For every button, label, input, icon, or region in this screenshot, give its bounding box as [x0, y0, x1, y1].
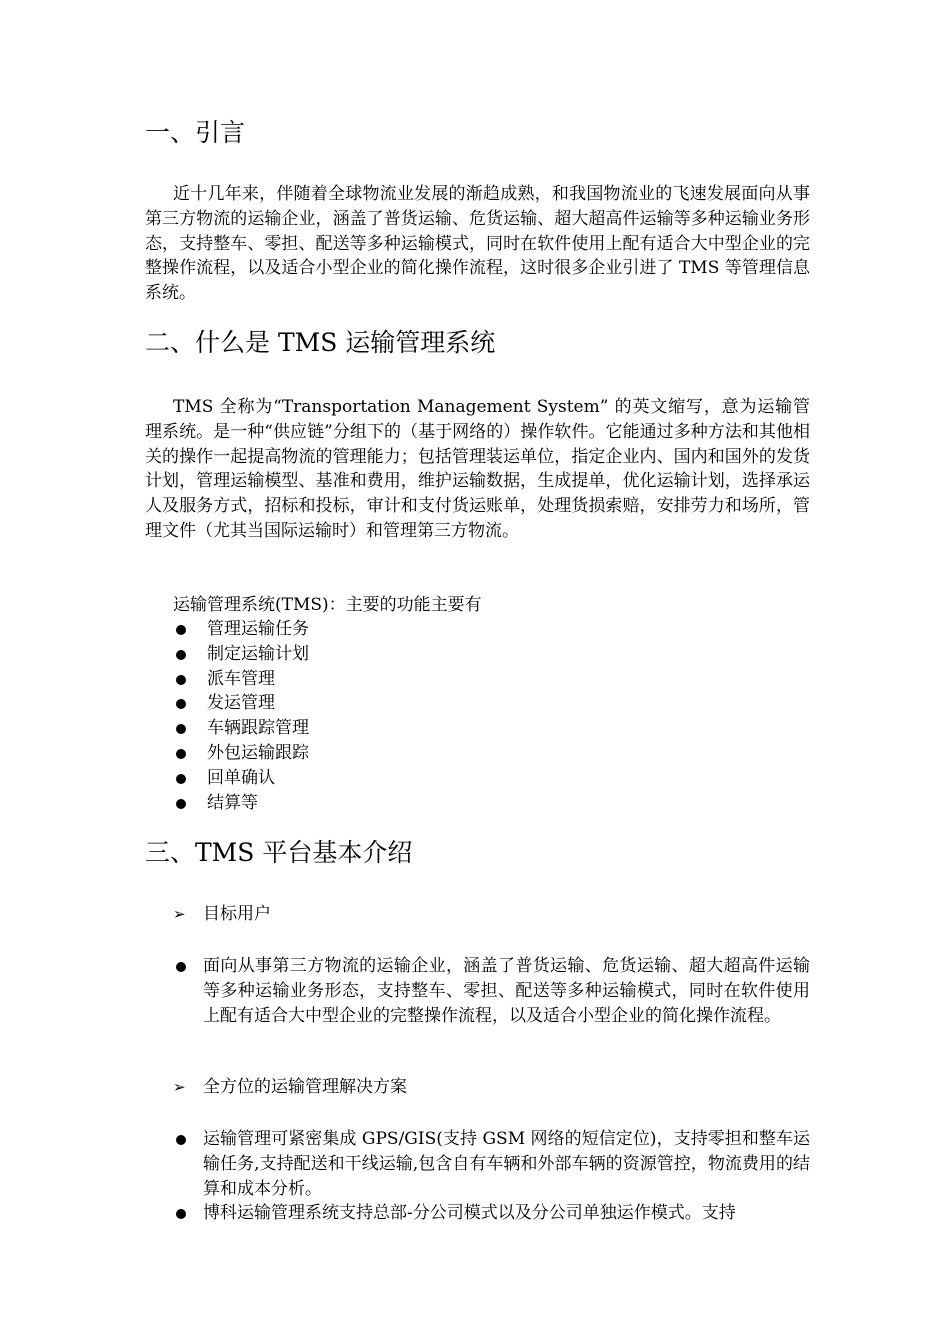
list-item: 发运管理 — [173, 691, 309, 716]
list-item: 运输管理可紧密集成 GPS/GIS(支持 GSM 网络的短信定位)，支持零担和整车运输任务,支持配送和干线运输,包含自有车辆和外部车辆的资源管控，物流费用的结算和成本分析。 — [173, 1127, 810, 1201]
section-1-heading: 一、引言 — [145, 118, 246, 147]
list-item: 派车管理 — [173, 667, 309, 692]
list-item: 结算等 — [173, 791, 309, 816]
bullet-dot-icon — [176, 1135, 186, 1145]
bullet-dot-icon — [176, 724, 186, 734]
feature-list-lead: 运输管理系统(TMS)：主要的功能主要有 — [173, 595, 482, 615]
bullet-dot-icon — [176, 799, 186, 809]
list-item: 面向从事第三方物流的运输企业，涵盖了普货运输、危货运输、超大超高件运输等多种运输业务形态，支持整车、零担、配送等多种运输模式，同时在软件使用上配有适合大中型企业的完整操作流程，以及适合小型企业的简化操作流程。 — [173, 954, 810, 1028]
list-item: 管理运输任务 — [173, 617, 309, 642]
list-item: 车辆跟踪管理 — [173, 716, 309, 741]
section-2-paragraph: TMS 全称为“Transportation Management System” 的英文缩写，意为运输管理系统。是一种“供应链”分组下的（基于网络的）操作软件。它能通过多种方法和其他相关的操作一起提高物流的管理能力；包括管理装运单位，指定企业内、国内和国外的发货计划，管理运输模型、基准和费用，维护运输数据，生成提单，优化运输计划，选择承运人及服务方式，招标和投标，审计和支付货运账单，处理货损索赔，安排劳力和场所，管理文件（尤其当国际运输时）和管理第三方物流。 — [145, 397, 810, 541]
bullet-dot-icon — [176, 962, 186, 972]
section-1-paragraph: 近十几年来，伴随着全球物流业发展的渐趋成熟，和我国物流业的飞速发展面向从事第三方物流的运输企业，涵盖了普货运输、危货运输、超大超高件运输等多种运输业务形态，支持整车、零担、配送等多种运输模式，同时在软件使用上配有适合大中型企业的完整操作流程，以及适合小型企业的简化操作流程，这时很多企业引进了 TMS 等管理信息系统。 — [145, 184, 810, 304]
list-item: 回单确认 — [173, 766, 309, 791]
bullet-dot-icon — [176, 699, 186, 709]
section-3-heading: 三、TMS 平台基本介绍 — [145, 838, 413, 867]
list-item: 外包运输跟踪 — [173, 741, 309, 766]
list-item: 制定运输计划 — [173, 642, 309, 667]
arrow-bullet-icon: ➢ — [173, 905, 186, 923]
arrow-bullet-icon: ➢ — [173, 1078, 186, 1096]
bullet-dot-icon — [176, 675, 186, 685]
bullet-dot-icon — [176, 749, 186, 759]
bullet-dot-icon — [176, 1209, 186, 1219]
section-2-heading: 二、什么是 TMS 运输管理系统 — [145, 328, 496, 357]
bullet-dot-icon — [176, 774, 186, 784]
list-item: 博科运输管理系统支持总部-分公司模式以及分公司单独运作模式。支持 — [173, 1201, 810, 1226]
bullet-dot-icon — [176, 650, 186, 660]
bullet-dot-icon — [176, 625, 186, 635]
feature-list — [173, 617, 309, 815]
